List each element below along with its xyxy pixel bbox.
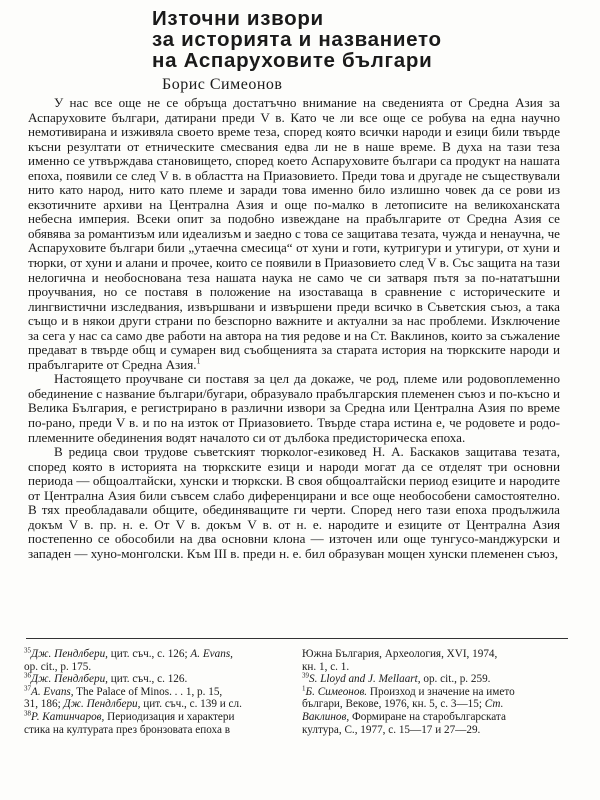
footnote-text: Произход и значение на името xyxy=(367,685,515,698)
article-author: Борис Симеонов xyxy=(162,76,283,93)
footnote-text: op. cit., p. 259. xyxy=(420,673,491,686)
footnote-line xyxy=(302,673,564,686)
footnote-text: българи, Векове, 1976, кн. 5, с. 3—15; xyxy=(302,698,485,711)
footnote-author: A. Evans, xyxy=(31,685,74,698)
article-body xyxy=(28,96,560,562)
footnote-text: op. cit., p. 175. xyxy=(24,660,92,673)
footnote-text: Южна България, Археология, XVI, 1974, xyxy=(302,648,498,660)
footnote-author: Ст. xyxy=(484,698,504,711)
footnote-author: Б. Симеонов. xyxy=(305,685,368,698)
paragraph-text: В редица свои трудове съветският тюрколог-езиковед Н. А. Баскаков защитава тезата, според която в историята на тюркските езици и народи могат да се отделят три основни периода — общоалтайски, хунски и тюркски. В своя общоалтайски период езиците и народите от Централна Азия били съвсем слабо диференцирани и все още необособени самостоятелно. В тях преобладавали общите, обединяващите ги черти. Според него тази епоха продължила докъм V в. пр. н. е. От V в. докъм V в. от н. е. народите и езиците от Централна Азия постепенно се обособили на два основни клона — източен или още тунгусо-манджурски и западен — хуно-монголски. Към III в. преди н. е. бил образуван мощен хунски племенен съюз, xyxy=(28,444,560,561)
footnote-text: цит. съч., с. 126; xyxy=(107,648,191,660)
body-paragraph-3 xyxy=(28,445,560,561)
footnote-line xyxy=(302,724,564,737)
footnote-line xyxy=(302,661,564,674)
footnote-number: 1 xyxy=(302,684,306,693)
body-paragraph-1 xyxy=(28,96,560,372)
footnote-number: 35 xyxy=(24,646,31,655)
footnote-line xyxy=(302,698,564,711)
footnote-ref: 1 xyxy=(196,356,201,366)
footnote-line xyxy=(24,686,286,699)
footnote-divider xyxy=(26,638,568,639)
footnote-text: Формиране на старобългарската xyxy=(349,710,506,723)
footnotes-left-column xyxy=(24,648,286,736)
footnote-line xyxy=(24,711,286,724)
footnote-text: цит. съч., с. 126. xyxy=(107,673,188,686)
footnote-line xyxy=(24,698,286,711)
footnote-text: Периодизация и характери xyxy=(104,710,235,723)
footnote-author: Р. Катинчаров, xyxy=(31,710,105,723)
paragraph-text: У нас все още не се обръща достатъчно внимание на сведенията от Средна Азия за Аспаруховите българи, датирани преди V в. Като че ли все още се робува на една научно немотивирана и изживяла своето време теза, според която всички народи и езици били твърде късни резултати от етническите смесвания едва ли не в наше време. В духа на тази теза именно се утвърждава становището, според което Аспаруховите българи са продукт на нашата епоха, появили се след V в. в областта на Приазовието. Преди това и другаде не съществували нито като народ, нито като племе и заради това именно било излишно човек да се рови из екзотичните архиви на Централна Азия и още по-малко в летописите на великоханската небесна империя. Всеки опит за подобно извеждане на прабългарите от Средна Азия се обявява за романтизъм или идеализъм и заедно с това се защитава тезата, чужда и ненаучна, че Аспаруховите българи били „утаечна смесица“ от хуни и готи, кутригури и утигури, от хуни и тюрки, от хуни и алани и прочее, които се появили в Приазовието след V в. Със защита на тази нелогична и необоснована теза нашата наука не само че си затваря пътя за по-нататъшни проучвания, но се поставя в положение на изоставаща в сравнение с историческите и лингвистични изследвания, извършвани и извършени преди всичко в Съветския съюз, а така също и в някои други страни по безспорно важните и актуални за нас проблеми. Изключение за сега у нас са само две работи на автора на тия редове и на Ст. Ваклинов, които за съжаление предават в твърде общ и сумарен вид съобщенията за старата история на тюркските народи и прабългарите от Средна Азия. xyxy=(28,95,560,372)
footnote-text: кн. 1, с. 1. xyxy=(302,660,350,673)
footnote-author: S. Lloyd and J. Mellaart, xyxy=(309,673,421,686)
article-title xyxy=(152,8,492,71)
footnote-line xyxy=(24,648,286,661)
footnote-author: Ваклинов, xyxy=(302,710,350,723)
footnote-text: 31, 186; xyxy=(24,698,64,711)
footnote-line xyxy=(24,673,286,686)
footnote-number: 36 xyxy=(24,671,31,680)
footnote-author: Дж. Пендлбери, xyxy=(31,673,108,686)
footnote-author: Дж. Пендлбери, xyxy=(31,648,108,660)
footnote-number: 39 xyxy=(302,671,309,680)
footnote-line xyxy=(302,648,564,661)
footnote-line xyxy=(24,661,286,674)
body-paragraph-2 xyxy=(28,372,560,445)
paragraph-text: Настоящето проучване си поставя за цел да докаже, че род, племе или родовоплеменно обединение с название българи/бугари, образувало прабългарския племенен съюз и по-късно и Велика България, е регистрирано в различни извори за Средна или Централна Азия по време по-рано, преди V в. и по на изток от Приазовието. Твърде стара истина е, че родовете и родо-племенните обединения водят началото си от дълбока предисторическа епоха. xyxy=(28,371,560,445)
footnote-line xyxy=(302,711,564,724)
footnote-author: A. Evans, xyxy=(190,648,233,660)
footnote-text: култура, С., 1977, с. 15—17 и 27—29. xyxy=(302,723,481,736)
footnote-text: цит. съч., с. 139 и сл. xyxy=(140,698,242,711)
footnote-author: Дж. Пендлбери, xyxy=(63,698,141,711)
footnote-line xyxy=(24,724,286,737)
footnote-number: 37 xyxy=(24,684,31,693)
footnote-line xyxy=(302,686,564,699)
title-line-3: на Аспаруховите българи xyxy=(152,49,433,72)
title-line-2: за историята и названието xyxy=(152,28,442,51)
footnotes-right-column xyxy=(302,648,564,736)
footnote-text: The Palace of Minos. . . 1, p. 15, xyxy=(73,685,223,698)
title-line-1: Източни извори xyxy=(152,7,324,30)
footnote-number: 38 xyxy=(24,709,31,718)
footnote-text: стика на културата през бронзовата епоха в xyxy=(24,723,231,736)
